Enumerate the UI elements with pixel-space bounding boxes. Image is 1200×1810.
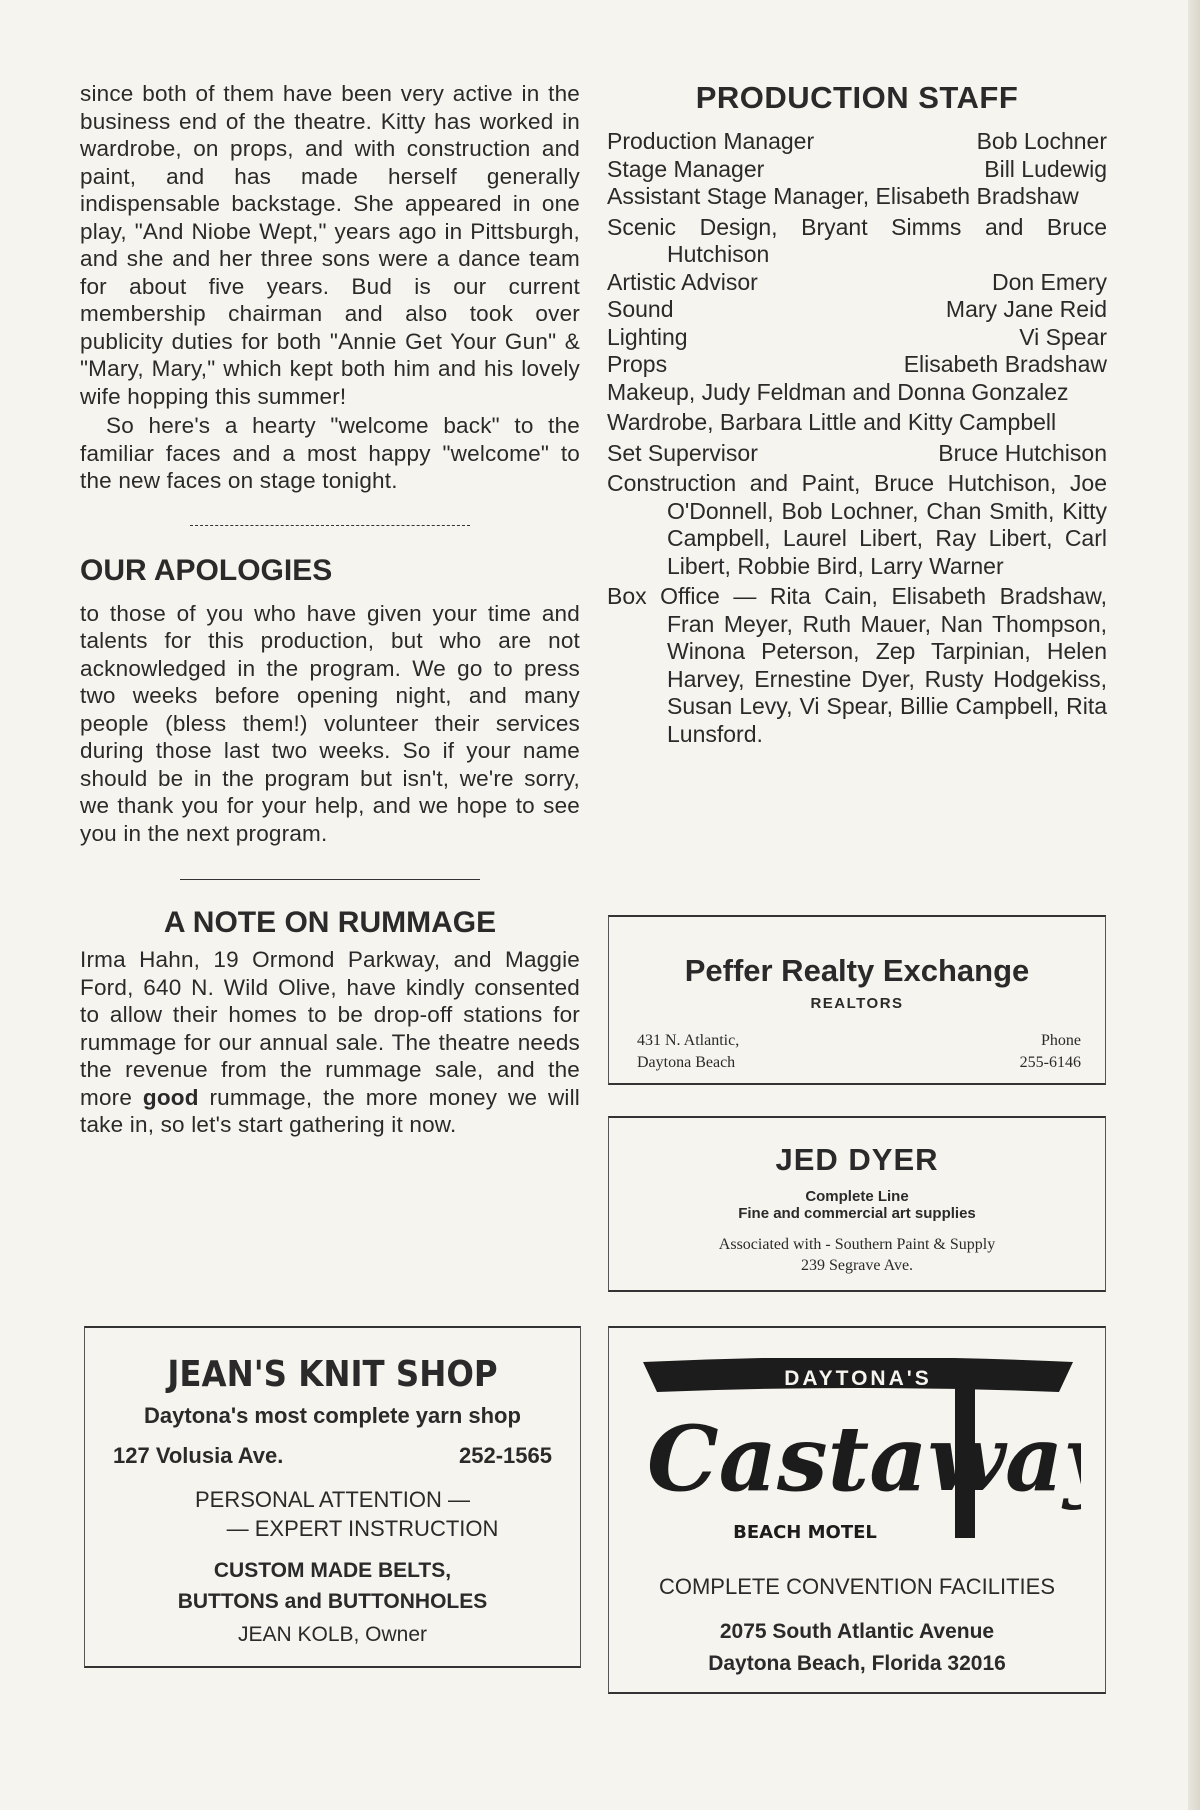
jeans-knit-address: 127 Volusia Ave. [113,1443,284,1468]
staff-line-props [607,351,1107,379]
production-staff-title: PRODUCTION STAFF [695,80,1019,115]
castaway-logo [635,1358,1081,1568]
jeans-knit-service1: PERSONAL ATTENTION — [194,1487,471,1512]
castaway-facilities: COMPLETE CONVENTION FACILITIES [658,1574,1056,1599]
rummage-text-before: Irma Hahn, 19 Ormond Parkway, and Maggie Ford, 640 N. Wild Olive, have kindly consented to allow their homes to be drop-off stations for rummage for our annual sale. The theatre needs the revenue from the rummage sale, and the more [80,947,580,1110]
production-staff [607,80,1107,748]
jeans-knit-owner: JEAN KOLB, Owner [237,1623,428,1646]
ad-jed-dyer [608,1116,1106,1292]
staff-name: Don Emery [991,268,1107,295]
castaway-logo-top: DAYTONA'S [784,1367,932,1390]
ad-castaway [608,1326,1106,1694]
staff-role: Stage Manager [607,155,765,182]
peffer-address-line1: 431 N. Atlantic, [637,1032,740,1049]
staff-role: Props [607,351,668,377]
staff-name: Bruce Hutchison [938,439,1107,466]
castaway-logo-graphic [635,1358,1081,1568]
peffer-phone-label: Phone [1041,1032,1081,1049]
peffer-name: Peffer Realty Exchange [684,953,1030,988]
staff-name: Mary Jane Reid [945,296,1107,322]
staff-role: Lighting [607,323,688,350]
staff-line-stage-manager [607,156,1107,184]
divider [180,879,480,880]
castaway-logo-main: Castaway [647,1406,1081,1512]
staff-name: Elisabeth Bradshaw [903,351,1107,377]
staff-scenic-design: Scenic Design, Bryant Simms and Bruce Hutchison [607,213,1107,267]
staff-name: Bill Ludewig [984,155,1107,182]
rummage-text-after: rummage, the more money we will take in, so let's start gathering it now. [80,1084,581,1137]
staff-role: Production Manager [607,128,815,154]
left-column [80,80,580,1139]
staff-role: Artistic Advisor [607,268,758,295]
peffer-phone-block [1020,1030,1081,1074]
jeans-knit-custom1: CUSTOM MADE BELTS, [213,1559,452,1582]
castaway-address: 2075 South Atlantic Avenue [719,1620,995,1643]
jed-dyer-line3: Associated with - Southern Paint & Supply [718,1236,996,1253]
staff-line-production-manager [607,128,1107,156]
jeans-knit-phone: 252-1565 [459,1443,552,1468]
jed-dyer-line4: 239 Segrave Ave. [800,1257,914,1274]
intro-paragraph: since both of them have been very active in the business end of the theatre. Kitty has worked in wardrobe, on props, and with construction and paint, and has made herself generally indispensable backstage. She appeared in one play, "And Niobe Wept," years ago in Pittsburgh, and she and her three sons were a dance team for about five years. Bud is our current membership chairman and also took over publicity duties for both "Annie Get Your Gun" & "Mary, Mary," which kept both him and his lovely wife hopping this summer! [80,81,580,409]
jeans-knit-tagline: Daytona's most complete yarn shop [144,1403,521,1428]
staff-box-office: Box Office — Rita Cain, Elisabeth Bradshaw, Fran Meyer, Ruth Mauer, Nan Thompson, Winona Peterson, Zep Tarpinian, Helen Harvey, Ernestine Dyer, Rusty Hodgekiss, Susan Levy, Vi Spear, Billie Campbell, Rita Lunsford. [607,583,1107,747]
peffer-subtitle: REALTORS [810,995,904,1012]
castaway-city: Daytona Beach, Florida 32016 [708,1652,1006,1675]
jed-dyer-line1: Complete Line [805,1188,909,1205]
staff-makeup: Makeup, Judy Feldman and Donna Gonzalez [607,378,1069,405]
rummage-text [80,946,580,1139]
jeans-knit-custom2: BUTTONS and BUTTONHOLES [177,1590,488,1613]
staff-role: Set Supervisor [607,439,758,466]
peffer-phone: 255-6146 [1019,1054,1081,1071]
jeans-knit-name: JEAN'S KNIT SHOP [167,1354,498,1395]
apologies-text: to those of you who have given your time and talents for this production, but who are not acknowledged in the program. We go to press two weeks before opening night, and many people (bless them!) volunteer their services during those last two weeks. So if your name should be in the program but isn't, we're sorry, we thank you for your help, and we hope to see you in the next program. [80,600,580,846]
welcome-paragraph: So here's a hearty "welcome back" to the familiar faces and a most happy "welcome" to the new faces on stage tonight. [80,413,580,493]
staff-name: Bob Lochner [976,128,1107,154]
staff-line-lighting [607,324,1107,352]
page-edge [1188,0,1200,1810]
staff-assistant-stage-manager: Assistant Stage Manager, Elisabeth Bradshaw [607,183,1079,209]
staff-role: Sound [607,296,674,322]
staff-line-artistic-advisor [607,269,1107,297]
apologies-heading: OUR APOLOGIES [80,553,333,587]
divider [190,525,470,526]
staff-construction: Construction and Paint, Bruce Hutchison, Joe O'Donnell, Bob Lochner, Chan Smith, Kitty Campbell, Laurel Libert, Ray Libert, Carl Libert, Robbie Bird, Larry Warner [607,470,1107,579]
staff-line-set-supervisor [607,440,1107,468]
staff-name: Vi Spear [1019,323,1107,350]
jeans-knit-contact [85,1443,580,1469]
jed-dyer-line2: Fine and commercial art supplies [738,1205,976,1222]
jeans-knit-service2: — EXPERT INSTRUCTION [226,1516,499,1541]
rummage-heading: A NOTE ON RUMMAGE [163,906,497,939]
peffer-address-line2: Daytona Beach [637,1054,736,1071]
ad-peffer-realty [608,915,1106,1085]
staff-wardrobe: Wardrobe, Barbara Little and Kitty Campbell [607,409,1057,435]
castaway-logo-sub: BEACH MOTEL [733,1522,877,1543]
jed-dyer-name: JED DYER [775,1142,939,1177]
rummage-text-bold: good [142,1084,199,1110]
peffer-address [637,1030,739,1074]
staff-line-sound [607,296,1107,324]
ad-jeans-knit-shop [84,1326,581,1668]
